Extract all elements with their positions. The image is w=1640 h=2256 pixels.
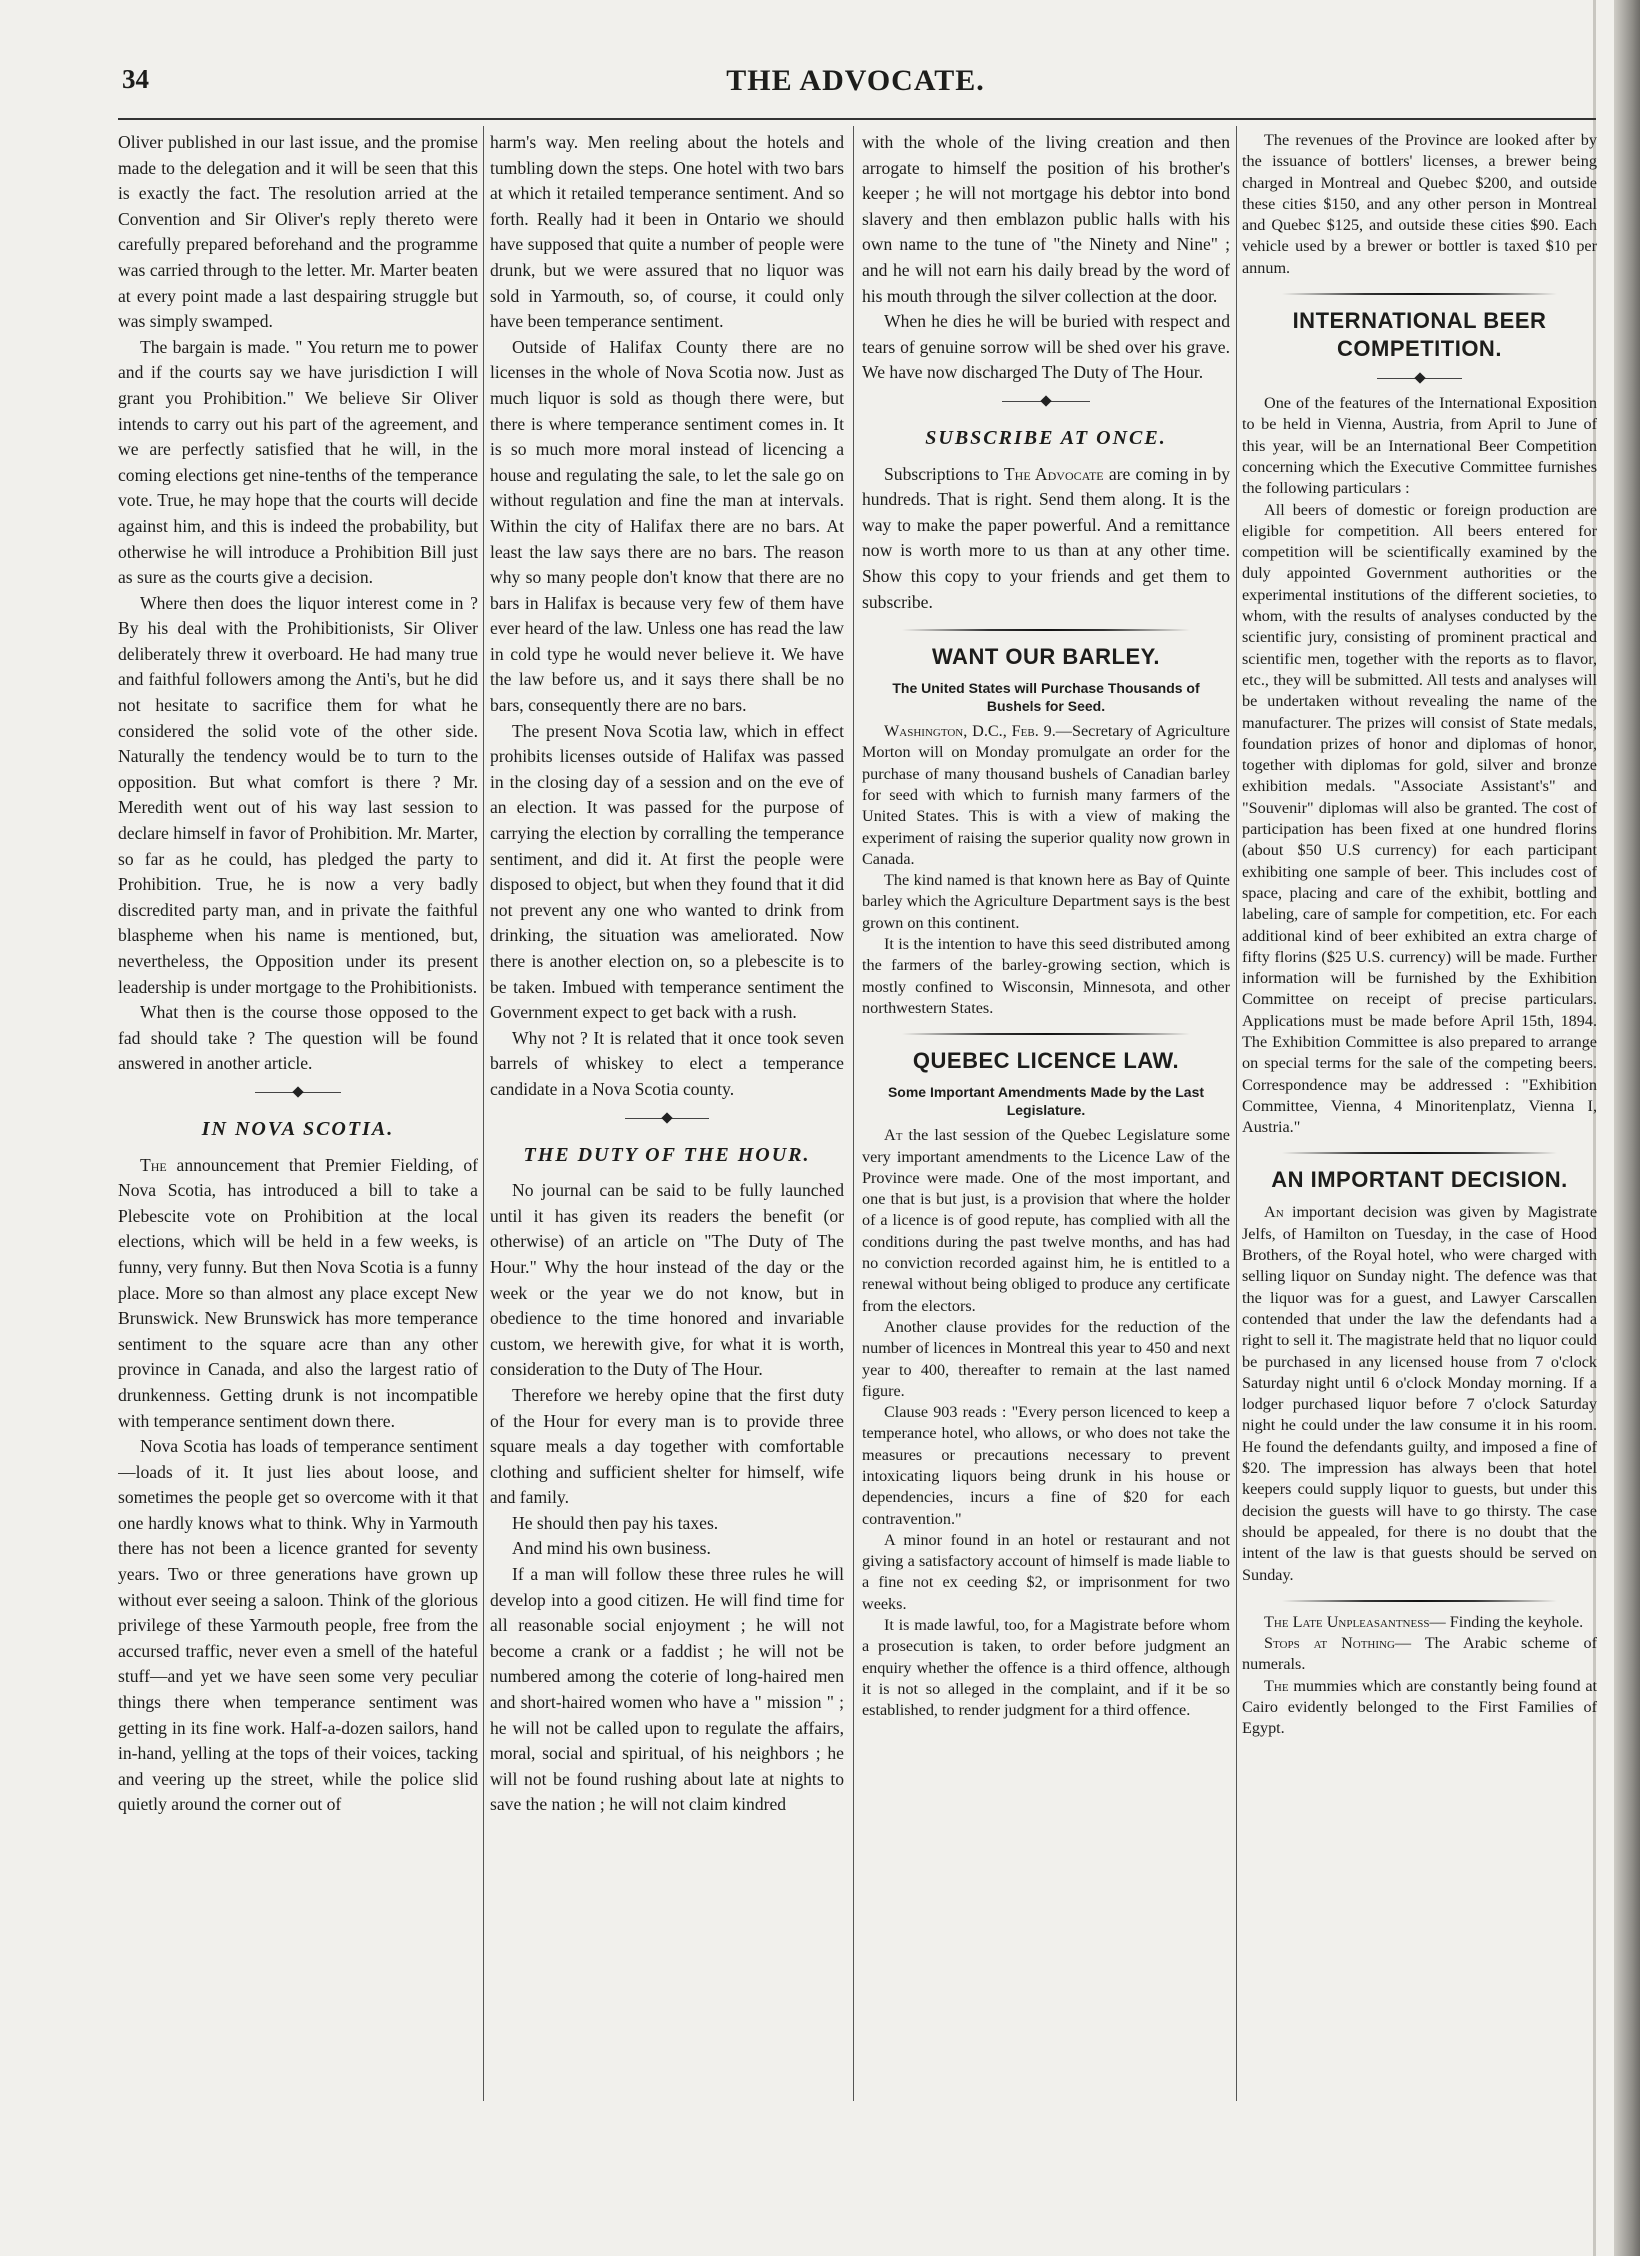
paragraph: Subscriptions to	[884, 463, 999, 484]
paragraph: — The Arabic scheme of numerals.	[1242, 1634, 1597, 1674]
paragraph: When he dies he will be buried with respect and tears of genuine sorrow will be shed over his grave. We have now discharged The Duty of The Hour.	[862, 311, 1230, 383]
lead-word: At	[884, 1126, 903, 1145]
page-header	[118, 64, 1593, 108]
column-rule	[853, 126, 854, 2101]
section-ornament	[490, 1113, 844, 1125]
paragraph: A minor found in an hotel or restaurant and not giving a satisfactory account of himself is made liable to a fine not ex ceeding $2, or imprisonment for two weeks.	[862, 1530, 1230, 1613]
paragraph: the last session of the Quebec Legislature some very important amendments to the Licence Law of the Province were made. One of the most important, and one that is but just, is a provision that where the holder of a licence is of good repute, has complied with all the conditions during the past twelve months, and has had no conviction recorded against him, he is entitled to a renewal without being obliged to produce any certificate from the electors.	[862, 1126, 1230, 1315]
section-ornament	[862, 396, 1230, 408]
subheading-quebec: Some Important Amendments Made by the Last Legislature.	[887, 1084, 1205, 1119]
section-rule	[1282, 1600, 1557, 1602]
paper-name: The Advocate	[1003, 463, 1104, 484]
paragraph: with the whole of the living creation and then arrogate to himself the position of his brother's keeper ; he will not mortgage his debtor into bond slavery and then emblazon public halls with his own name to the tune of "the Ninety and Nine" ; and he will not earn his daily bread by the word of his mouth through the silver collection at the door.	[862, 132, 1230, 306]
paragraph: The revenues of the Province are looked after by the issuance of bottlers' licenses, a brewer being charged in Montreal and Quebec $200, and outside these cities $150, and any other person in Montreal and Quebec $125, and outside these cities $90. Each vehicle used by a brewer or bottler is taxed $10 per annum.	[1242, 131, 1597, 277]
paragraph: announcement that Premier Fielding, of Nova Scotia, has introduced a bill to take a Plebescite vote on Prohibition at the local elections, which will be held in a few weeks, is funny, very funny. But then Nova Scotia is a funny place. More so than almost any place except New Brunswick. New Brunswick has more temperance sentiment to the square acre than any other province in Canada, and also the largest ratio of drunkenness. Getting drunk is not incompatible with temperance sentiment down there.	[118, 1154, 478, 1431]
lead-word: The	[1264, 1676, 1289, 1695]
lead-phrase: The Late Unpleasantness	[1264, 1612, 1430, 1631]
paragraph: He should then pay his taxes.	[512, 1512, 719, 1533]
paragraph: Nova Scotia has loads of temperance sentiment—loads of it. It just lies about loose, and sometimes the people get so overcome with it that one hardly knows what to think. Why in Yarmouth there has not been a licence granted for seventy years. Two or three generations have grown up without ever seeing a saloon. Think of the glorious privilege of these Yarmouth people, free from the accursed traffic, never even a smell of the hateful stuff—and yet we have seen some very peculiar things there when temperance sentiment was getting in its fine work. Half-a-dozen sailors, hand in-hand, yelling at the tops of their voices, tacking and veering up the street, while the police slid quietly around the corner out of	[118, 1436, 478, 1815]
paragraph: Oliver published in our last issue, and the promise made to the delegation and it will be seen that this is exactly the fact. The resolution arried at the Convention and Sir Oliver's reply thereto were carefully prepared beforehand and the programme was carried through to the letter. Mr. Marter beaten at every point made a last despairing struggle but was simply swamped.	[118, 132, 478, 332]
masthead-title: THE ADVOCATE.	[726, 64, 985, 97]
paragraph: —Secretary of Agriculture Morton will on Monday promulgate an order for the purchase of many thousand bushels of Canadian barley for seed with which to furnish many farmers of the United States. This is with a view of making the experiment of raising the superior quality now grown in Canada.	[862, 722, 1230, 868]
paragraph: important decision was given by Magistrate Jelfs, of Hamilton on Tuesday, in the case of Hood Brothers, of the Royal hotel, who were charged with selling liquor on Sunday night. The defence was that the liquor was for a guest, and Lawyer Carscallen contended that under the law the defendants had a right to sell it. The magistrate held that no liquor could be purchased in any licensed house from 7 o'clock Saturday night until 6 o'clock Monday morning. If a lodger purchased liquor before 7 o'clock Saturday night he could under the law consume it in his room. He found the defendants guilty, and imposed a fine of $20. The impression has always been that hotel keepers could supply liquor to guests, but under this decision the guests will have to go thirsty. The case should be appealed, for there is no doubt that the intent of the law is that guests should be served on Sunday.	[1242, 1203, 1597, 1584]
lead-word: An	[1264, 1203, 1284, 1222]
section-rule	[1282, 293, 1557, 295]
section-rule	[902, 629, 1190, 631]
column-4	[1242, 130, 1597, 2090]
paragraph: And mind his own business.	[512, 1538, 711, 1559]
dateline: Washington, D.C., Feb. 9.	[884, 722, 1056, 741]
paragraph: Therefore we hereby opine that the first duty of the Hour for every man is to provide three square meals a day together with comfortable clothing and sufficient shelter for himself, wife and family.	[490, 1384, 844, 1508]
paragraph: harm's way. Men reeling about the hotels and tumbling down the steps. One hotel with two bars at which it retailed temperance sentiment. And so forth. Really had it been in Ontario we should have supposed that quite a number of people were drunk, but we were assured that no liquor was sold in Yarmouth, so, of course, it could only have been temperance sentiment.	[490, 132, 844, 332]
section-ornament	[118, 1087, 478, 1099]
paragraph: One of the features of the International Exposition to be held in Vienna, Austria, from April to June of this year, will be an International Beer Competition concerning which the Executive Committee furnishes the following particulars :	[1242, 394, 1597, 498]
heading-nova-scotia: IN NOVA SCOTIA.	[201, 1117, 395, 1140]
column-3	[862, 130, 1230, 2090]
paragraph: — Finding the keyhole.	[1429, 1612, 1584, 1631]
page-number: 34	[122, 64, 149, 94]
column-2	[490, 130, 844, 2090]
heading-quebec-licence-law: QUEBEC LICENCE LAW.	[912, 1048, 1180, 1074]
paragraph: No journal can be said to be fully launched until it has given its readers the benefit (or otherwise) of an article on "The Duty of The Hour." Why the hour instead of the day or the week or the year we do not know, but in obedience to the time honored and invariable custom, we herewith give, for what it is worth, consideration to the Duty of The Hour.	[490, 1180, 844, 1380]
paragraph: Outside of Halifax County there are no licenses in the whole of Nova Scotia now. Just as much liquor is sold as though there were, but there is where temperance sentiment comes in. It is so much more moral instead of licencing a house and regulating the sale, to let the sale go on without regulation and fine the man at intervals. Within the city of Halifax there are no bars. At least the law says there are no bars. The reason why so many people don't know that there are no bars in Halifax is because very few of them have ever heard of the law. Unless one has read the law in cold type he would never believe it. We have the law before us, and it says there shall be no bars, consequently there are no bars.	[490, 336, 844, 716]
page-edge-shadow	[1614, 0, 1640, 2256]
lead-word: The	[140, 1154, 167, 1175]
paragraph: mummies which are constantly being found at Cairo evidently belonged to the First Families of Egypt.	[1242, 1676, 1597, 1738]
section-ornament	[1242, 373, 1597, 385]
paragraph: Another clause provides for the reduction of the number of licences in Montreal this year to 450 and next year to 400, thereafter to remain at the last named figure.	[862, 1317, 1230, 1400]
heading-want-our-barley: WANT OUR BARLEY.	[932, 644, 1160, 670]
heading-subscribe: SUBSCRIBE AT ONCE.	[925, 426, 1167, 449]
heading-important-decision: AN IMPORTANT DECISION.	[1271, 1167, 1568, 1193]
column-rule	[1236, 126, 1237, 2101]
paragraph: Why not ? It is related that it once took seven barrels of whiskey to elect a temperance candidate in a Nova Scotia county.	[490, 1027, 844, 1099]
heading-beer-competition: INTERNATIONAL BEER COMPETITION.	[1292, 308, 1547, 362]
paragraph: The bargain is made. " You return me to power and if the courts say we have jurisdiction I will grant you Prohibition." We believe Sir Oliver intends to carry out his part of the agreement, and we are perfectly satisfied that he will, in the coming elections get nine-tenths of the temperance vote. True, he may hope that the courts will decide against him, and this is indeed the probability, but otherwise he will introduce a Prohibition Bill just as sure as the courts give a decision.	[118, 336, 478, 588]
paragraph: Clause 903 reads : "Every person licenced to keep a temperance hotel, who allows, or who does not take the measures or precautions necessary to prevent intoxicating liquors being drunk in his house or dependencies, incurs a fine of $20 for each contravention."	[862, 1403, 1230, 1528]
section-rule	[902, 1033, 1190, 1035]
paragraph: are coming in by hundreds. That is right. Send them along. It is the way to make the paper powerful. And a remittance now is worth more to us than at any other time. Show this copy to your friends and get them to subscribe.	[862, 463, 1230, 612]
paragraph: The kind named is that known here as Bay of Quinte barley which the Agriculture Department says is the best grown on this continent.	[862, 871, 1230, 932]
paragraph: If a man will follow these three rules he will develop into a good citizen. He will find time for all reasonable social enjoyment ; he will not become a crank or a faddist ; he will not be numbered among the coterie of long-haired men and short-haired women who have a " mission " ; he will not be called upon to regulate the affairs, moral, social and spiritual, of his neighbors ; he will not be found rushing about late at nights to save the nation ; he will not claim kindred	[490, 1564, 844, 1815]
header-rule	[118, 118, 1596, 120]
heading-duty-of-the-hour: THE DUTY OF THE HOUR.	[523, 1143, 811, 1166]
paragraph: The present Nova Scotia law, which in effect prohibits licenses outside of Halifax was passed in the closing day of a session and on the eve of an election. It was passed for the purpose of carrying the election by corralling the temperance sentiment, and did it. At first the people were disposed to object, but when they found that it did not prevent any one who wanted to drink from drinking, the situation was ameliorated. Now there is another election on, so a plebescite is to be taken. Imbued with temperance sentiment the Government expect to get back with a rush.	[490, 720, 844, 1023]
column-rule	[483, 126, 484, 2101]
paragraph: What then is the course those opposed to the fad should take ? The question will be found answered in another article.	[118, 1002, 478, 1074]
paragraph: It is made lawful, too, for a Magistrate before whom a prosecution is taken, to order before judgment an enquiry whether the offence is a third offence, although it is not so alleged in the complaint, and if it be so established, to render judgment for a third offence.	[862, 1616, 1230, 1720]
paragraph: Where then does the liquor interest come in ? By his deal with the Prohibitionists, Sir Oliver deliberately threw it overboard. He had many true and faithful followers among the Anti's, but he did not hesitate to sacrifice them for what he considered the solid vote of the other side. Naturally the tendency would be to turn to the opposition. But what comfort is there ? Mr. Meredith went out of his way last session to declare himself in favor of Prohibition. Mr. Marter, so far as he could, has pledged the party to Prohibition. True, he is now a very badly discredited party man, and in private the faithful blaspheme when his name is mentioned, but, nevertheless, the Opposition under its present leadership is under mortgage to the Prohibitionists.	[118, 592, 478, 997]
column-1	[118, 130, 478, 2090]
lead-phrase: Stops at Nothing	[1264, 1634, 1395, 1653]
paragraph: All beers of domestic or foreign production are eligible for competition. All beers entered for competition will be scientifically examined by the duly appointed Government authorities or the experimental institutions of the different societies, to whom, with the results of analyses conducted by the scientific jury, consisting of prominent practical and scientific men, together with the reports as to flavor, etc., they will be submitted. All tests and analyses will be undertaken without revealing the name of the manufacturer. The prizes will consist of State medals, foundation prizes of honor and diplomas of honor, together with diplomas for gold, silver and bronze exhibition medals. "Associate Assistant's" and "Souvenir" diplomas will also be granted. The cost of participation has been fixed at one hundred florins (about $50 U.S currency) for each participant exhibiting one sample of beer. This includes cost of space, placing and care of the exhibit, bottling and labeling, care of sample for competition, etc. For each additional kind of beer exhibited an extra charge of fifty florins ($25 U.S. currency) will be made. Further information will be furnished by the Exhibition Committee on receipt of precise particulars. Applications must be made before April 15th, 1894. The Exhibition Committee is also prepared to arrange on special terms for the sale of the competing beers. Correspondence may be addressed : "Exhibition Committee, Vienna, 4 Minoritenplatz, Vienna I, Austria."	[1242, 500, 1597, 1137]
paragraph: It is the intention to have this seed distributed among the farmers of the barley-growing section, which is mostly confined to Wisconsin, Minnesota, and other northwestern States.	[862, 935, 1230, 1017]
subheading-barley: The United States will Purchase Thousands of Bushels for Seed.	[892, 680, 1200, 715]
section-rule	[1282, 1152, 1557, 1154]
